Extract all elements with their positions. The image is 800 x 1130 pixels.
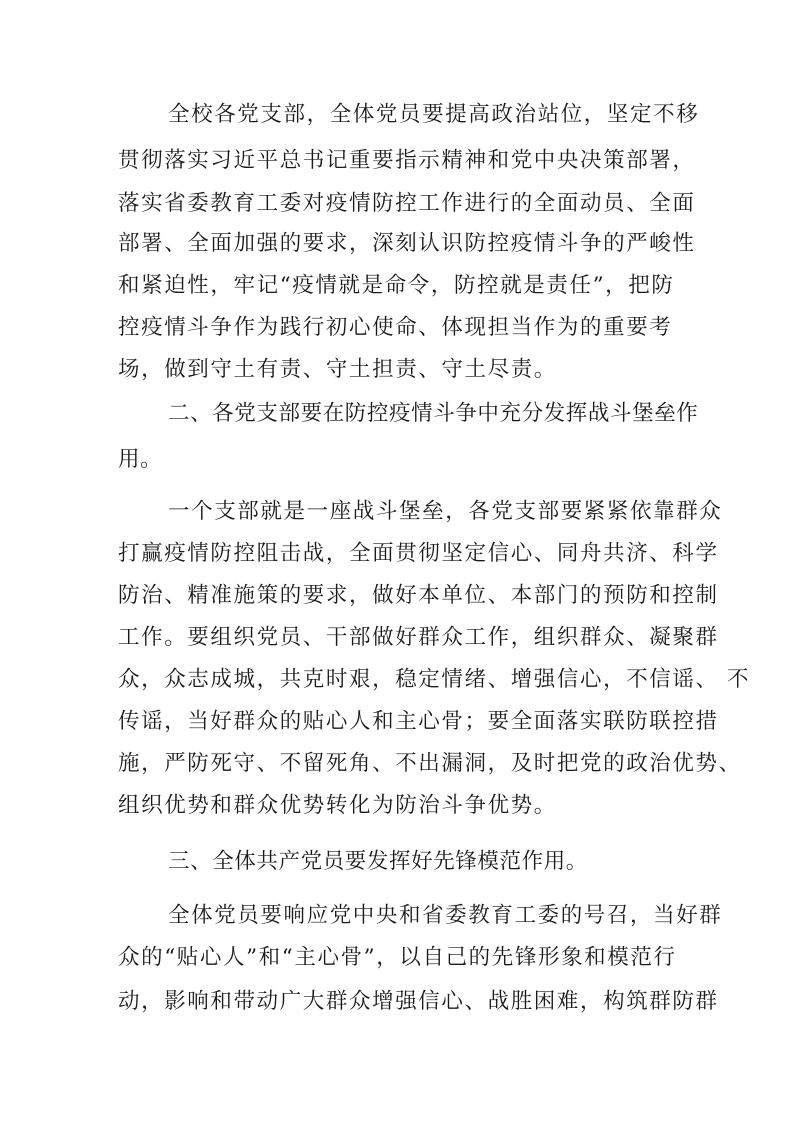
paragraph-2-line-6: 传谣，当好群众的贴心人和主心骨；要全面落实联防联控措 <box>118 709 719 734</box>
paragraph-1-line-2: 贯彻落实习近平总书记重要指示精神和党中央决策部署， <box>118 148 696 173</box>
paragraph-1-line-5: 和紧迫性，牢记“疫情就是命令，防控就是责任”，把防 <box>118 273 675 298</box>
paragraph-1-line-1: 全校各党支部，全体党员要提高政治站位，坚定不移 <box>168 102 700 127</box>
section-heading-2-line-2: 用。 <box>118 447 163 472</box>
paragraph-1-line-6: 控疫情斗争作为践行初心使命、体现担当作为的重要考 <box>118 315 673 340</box>
paragraph-1-line-7: 场，做到守土有责、守土担责、守土尽责。 <box>118 357 557 382</box>
paragraph-2-line-7: 施，严防死守、不留死角、不出漏洞，及时把党的政治优势、 <box>118 751 742 776</box>
paragraph-3-line-2: 众的“贴心人”和“主心骨”，以自己的先锋形象和模范行 <box>118 945 677 970</box>
paragraph-3-line-3: 动，影响和带动广大群众增强信心、战胜困难，构筑群防群 <box>118 989 719 1014</box>
section-heading-3: 三、全体共产党员要发挥好先锋模范作用。 <box>168 849 588 874</box>
paragraph-3-line-1: 全体党员要响应党中央和省委教育工委的号召，当好群 <box>168 903 723 928</box>
paragraph-2-line-3: 防治、精准施策的要求，做好本单位、本部门的预防和控制 <box>118 583 719 608</box>
paragraph-2-line-5: 众，众志成城，共克时艰，稳定情绪、增强信心，不信谣、 不 <box>118 667 751 692</box>
paragraph-1-line-4: 部署、全面加强的要求，深刻认识防控疫情斗争的严峻性 <box>118 231 696 256</box>
section-heading-2-line-1: 二、各党支部要在防控疫情斗争中充分发挥战斗堡垒作 <box>168 401 699 426</box>
paragraph-2-line-1: 一个支部就是一座战斗堡垒，各党支部要紧紧依靠群众 <box>168 499 723 524</box>
paragraph-2-line-4: 工作。要组织党员、干部做好群众工作，组织群众、凝聚群 <box>118 625 719 650</box>
paragraph-1-line-3: 落实省委教育工委对疫情防控工作进行的全面动员、全面 <box>118 191 696 216</box>
paragraph-2-line-2: 打赢疫情防控阻击战，全面贯彻坚定信心、同舟共济、科学 <box>118 541 719 566</box>
paragraph-2-line-8: 组织优势和群众优势转化为防治斗争优势。 <box>118 793 557 818</box>
